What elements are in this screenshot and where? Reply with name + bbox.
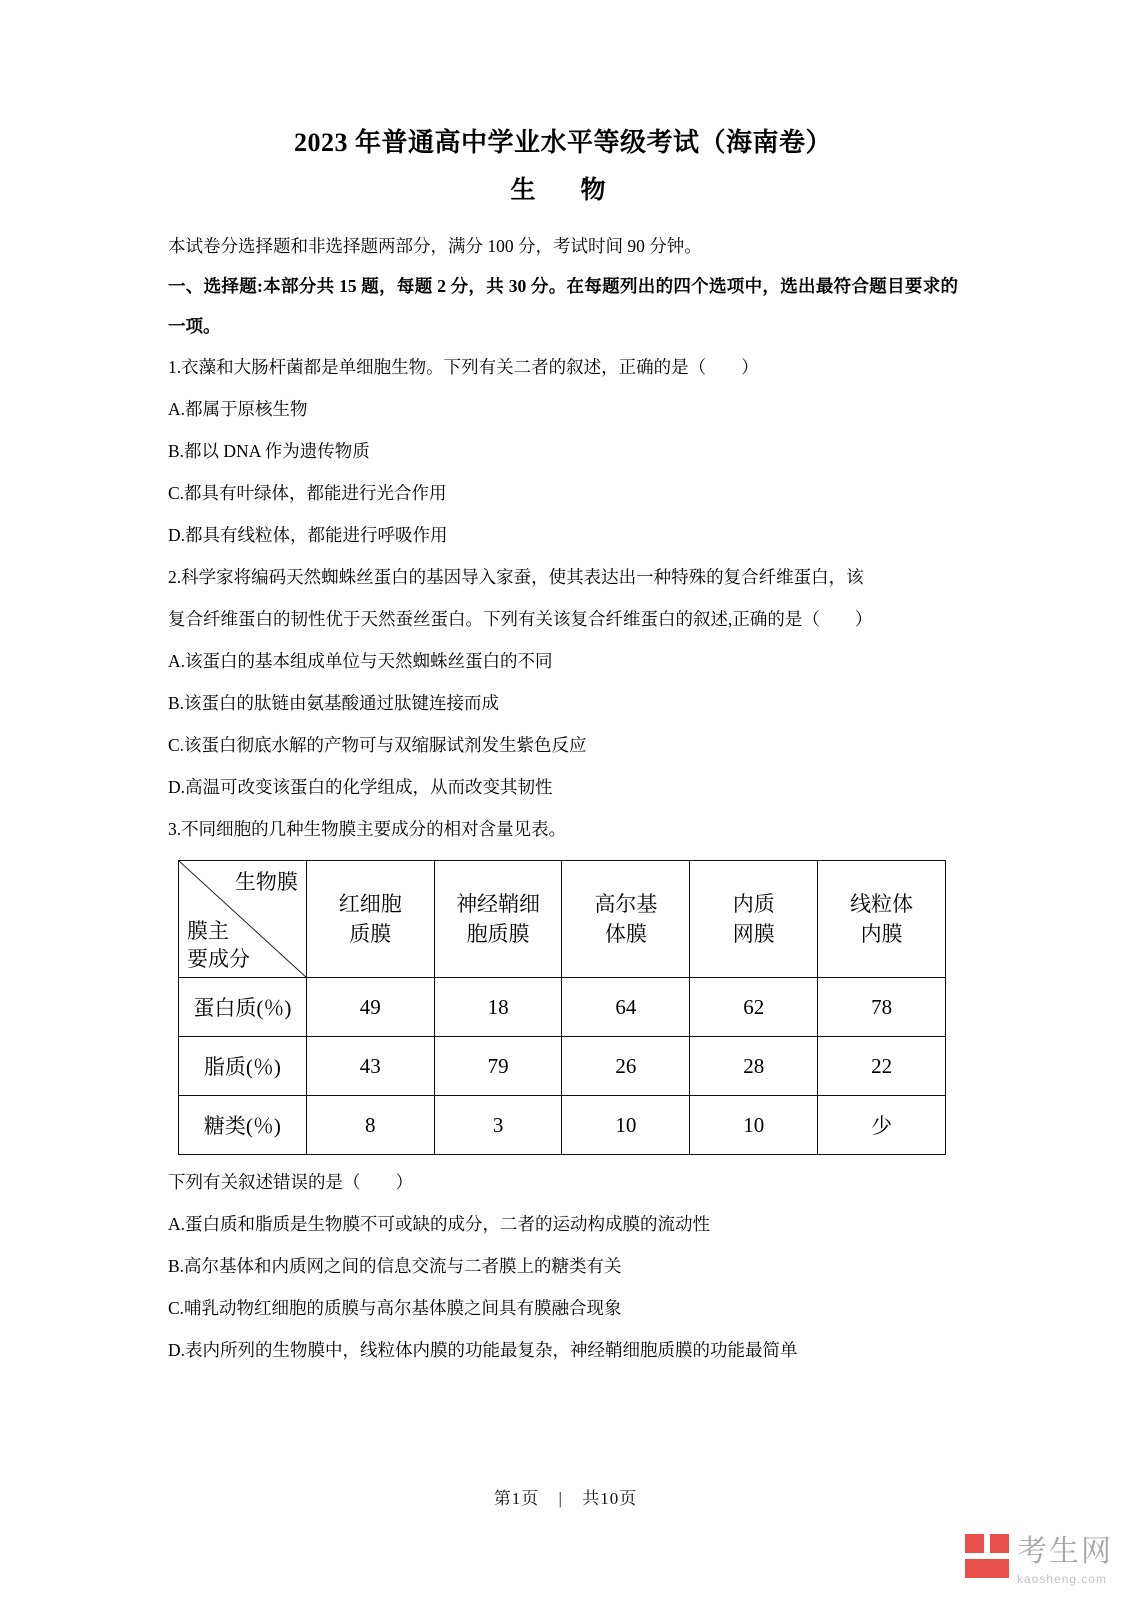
footer-current-page: 第1页 [493,1489,540,1508]
table-col-header-1: 红细胞 质膜 [306,861,434,978]
question-2-stem-line1: 2.科学家将编码天然蜘蛛丝蛋白的基因导入家蚕，使其表达出一种特殊的复合纤维蛋白，该 [168,567,864,587]
table-row-label-lipid: 脂质(％) [179,1037,307,1096]
question-3-option-c: C.哺乳动物红细胞的质膜与高尔基体膜之间具有膜融合现象 [168,1298,622,1318]
page-subtitle: 生 物 [510,177,616,204]
table-cell-lipid-1: 43 [306,1037,434,1096]
table-header-row [179,861,946,978]
table-cell-lipid-4: 28 [690,1037,818,1096]
section-heading-choice: 一、选择题:本部分共 15 题，每题 2 分，共 30 分。在每题列出的四个选项中，选出最符合题目要求的一项。 [168,276,958,336]
question-1-option-b: B.都以 DNA 作为遗传物质 [168,441,370,461]
watermark [965,1526,1113,1586]
table-row [179,1037,946,1096]
table-cell-lipid-3: 26 [562,1037,690,1096]
table-col-header-4: 内质 网膜 [690,861,818,978]
table-col-header-2: 神经鞘细 胞质膜 [434,861,562,978]
question-3-option-a: A.蛋白质和脂质是生物膜不可或缺的成分，二者的运动构成膜的流动性 [168,1214,711,1234]
table-cell-lipid-2: 79 [434,1037,562,1096]
table-cell-protein-2: 18 [434,978,562,1037]
table-cell-protein-3: 64 [562,978,690,1037]
table-corner-cell [179,861,307,978]
page-title: 2023 年普通高中学业水平等级考试（海南卷） [293,128,832,157]
table-cell-lipid-5: 22 [818,1037,946,1096]
table-corner-bottom-label: 膜主 要成分 [187,919,250,971]
exam-instructions: 本试卷分选择题和非选择题两部分，满分 100 分，考试时间 90 分钟。 [168,236,702,256]
table-row [179,978,946,1037]
table-row-label-protein: 蛋白质(％) [179,978,307,1037]
question-3-option-b: B.高尔基体和内质网之间的信息交流与二者膜上的糖类有关 [168,1256,622,1276]
membrane-composition-table-wrapper [178,860,946,1155]
table-cell-sugar-1: 8 [306,1096,434,1155]
membrane-composition-table [178,860,946,1155]
question-3-sub-stem: 下列有关叙述错误的是（ ） [168,1172,413,1192]
table-cell-sugar-2: 3 [434,1096,562,1155]
watermark-subtext: kaosheng.com [1017,1572,1108,1586]
question-3-option-d: D.表内所列的生物膜中，线粒体内膜的功能最复杂，神经鞘细胞质膜的功能最简单 [168,1340,798,1360]
question-2-option-d: D.高温可改变该蛋白的化学组成，从而改变其韧性 [168,777,553,797]
question-1-stem: 1.衣藻和大肠杆菌都是单细胞生物。下列有关二者的叙述，正确的是（ ） [168,357,759,377]
document-content [168,120,958,1371]
table-col-header-3: 高尔基 体膜 [562,861,690,978]
logo-icon [965,1534,1009,1578]
question-1-option-d: D.都具有线粒体，都能进行呼吸作用 [168,525,448,545]
question-2-option-c: C.该蛋白彻底水解的产物可与双缩脲试剂发生紫色反应 [168,735,587,755]
question-2-option-b: B.该蛋白的肽链由氨基酸通过肽键连接而成 [168,693,500,713]
question-2-option-a: A.该蛋白的基本组成单位与天然蜘蛛丝蛋白的不同 [168,651,553,671]
footer-total-pages: 共10页 [582,1489,638,1508]
question-3-stem: 3.不同细胞的几种生物膜主要成分的相对含量见表。 [168,819,567,839]
table-col-header-5: 线粒体 内膜 [818,861,946,978]
table-cell-protein-5: 78 [818,978,946,1037]
table-cell-sugar-5: 少 [818,1096,946,1155]
page-footer [0,1484,1131,1509]
table-cell-protein-1: 49 [306,978,434,1037]
table-cell-sugar-4: 10 [690,1096,818,1155]
table-row [179,1096,946,1155]
question-1-option-a: A.都属于原核生物 [168,399,308,419]
table-corner-top-label: 生物膜 [234,870,298,894]
footer-separator: | [558,1489,563,1508]
question-1-option-c: C.都具有叶绿体，都能进行光合作用 [168,483,447,503]
table-cell-protein-4: 62 [690,978,818,1037]
watermark-text: 考生网 [1017,1535,1113,1568]
question-2-stem-line2: 复合纤维蛋白的韧性优于天然蚕丝蛋白。下列有关该复合纤维蛋白的叙述,正确的是（ ） [168,609,873,629]
table-row-label-sugar: 糖类(％) [179,1096,307,1155]
table-cell-sugar-3: 10 [562,1096,690,1155]
